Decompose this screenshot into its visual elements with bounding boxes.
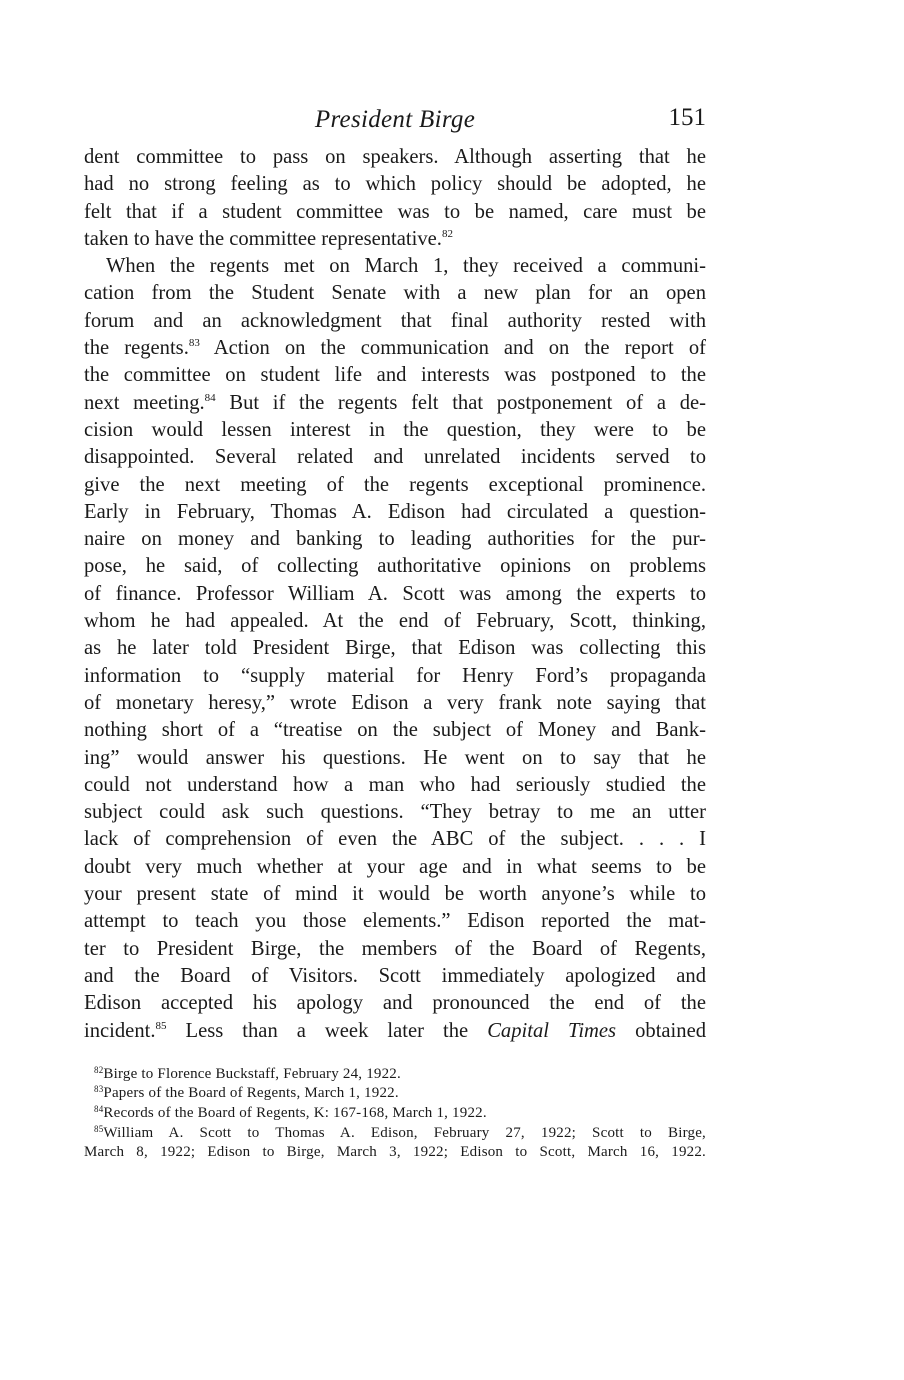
newspaper-title: Capital Times [487, 1019, 617, 1042]
footnote-line: $^{85}$William A. Scott to Thomas A. Edison, February 27, 1922; Scott to Birge, [94, 1123, 706, 1141]
text-line: Edison accepted his apology and pronounced the end of the [84, 992, 706, 1015]
footnote-ref: 84 [204, 391, 216, 404]
footnote-number: 83 [94, 1084, 104, 1095]
footnote [84, 1104, 706, 1124]
text-line: forum and an acknowledgment that final authority rested with [84, 309, 706, 332]
text-line: cation from the Student Senate with a new plan for an open [84, 282, 706, 305]
footnote-number: 82 [94, 1064, 104, 1075]
text-line: ter to President Birge, the members of the Board of Regents, [84, 937, 706, 960]
text-line: give the next meeting of the regents exceptional prominence. [84, 473, 706, 496]
text-line: disappointed. Several related and unrelated incidents served to [84, 446, 706, 469]
text-line: next meeting.$^{84}$ But if the regents felt that postponement of a de- [84, 391, 706, 414]
text-line: ing” would answer his questions. He went on to say that he [84, 746, 706, 769]
book-page [84, 100, 706, 1163]
text-line: the committee on student life and interests was postponed to the [84, 364, 706, 387]
footnote-ref: 82 [441, 227, 453, 240]
paragraph [84, 144, 706, 253]
text-line: cision would lessen interest in the question, they were to be [84, 418, 706, 441]
footnote-ref: 85 [155, 1019, 167, 1032]
footnote-text: Papers of the Board of Regents, March 1, 1922. [103, 1085, 399, 1102]
footnote [84, 1124, 706, 1163]
text-line: Early in February, Thomas A. Edison had circulated a question- [84, 500, 706, 523]
footnote-number: 85 [94, 1123, 104, 1134]
footnote-line: March 8, 1922; Edison to Birge, March 3, 1922; Edison to Scott, March 16, 1922. [84, 1144, 706, 1161]
paragraph [84, 253, 706, 1045]
footnote-number: 84 [94, 1103, 104, 1114]
footnotes [84, 1065, 706, 1163]
text-line: had no strong feeling as to which policy should be adopted, he [84, 173, 706, 196]
text-line: felt that if a student committee was to be named, care must be [84, 200, 706, 223]
text-line: doubt very much whether at your age and in what seems to be [84, 855, 706, 878]
footnote-text: Birge to Florence Buckstaff, February 24, 1922. [103, 1065, 401, 1082]
footnote-ref: 83 [188, 337, 200, 350]
text-line: dent committee to pass on speakers. Although asserting that he [84, 146, 706, 168]
text-line: lack of comprehension of even the ABC of the subject. . . . I [84, 828, 706, 851]
text-line: of monetary heresy,” wrote Edison a very frank note saying that [84, 691, 706, 714]
text-line: could not understand how a man who had seriously studied the [84, 773, 706, 796]
text-line: as he later told President Birge, that Edison was collecting this [84, 637, 706, 660]
text-line: your present state of mind it would be worth anyone’s while to [84, 883, 706, 906]
text-line: information to “supply material for Henry Ford’s propaganda [84, 664, 706, 687]
text-line: naire on money and banking to leading authorities for the pur- [84, 528, 706, 551]
text-line: of finance. Professor William A. Scott was among the experts to [84, 582, 706, 605]
running-header [84, 100, 706, 144]
footnote [84, 1065, 706, 1085]
text-line: nothing short of a “treatise on the subject of Money and Bank- [84, 719, 706, 742]
text-line: whom he had appealed. At the end of February, Scott, thinking, [84, 610, 706, 633]
text-line: and the Board of Visitors. Scott immediately apologized and [84, 964, 706, 987]
text-line: When the regents met on March 1, they received a communi- [106, 255, 706, 278]
running-title: President Birge [314, 106, 476, 133]
page-number: 151 [668, 104, 706, 131]
text-line: subject could ask such questions. “They betray to me an utter [84, 801, 706, 824]
text-line: pose, he said, of collecting authoritative opinions on problems [84, 555, 706, 578]
footnote-text: Records of the Board of Regents, K: 167-168, March 1, 1922. [103, 1104, 487, 1121]
body-text [84, 144, 706, 1045]
text-line: incident.$^{85}$ Less than a week later the Capital Times obtained [84, 1019, 707, 1042]
text-line: the regents.$^{83}$ Action on the communication and on the report of [84, 337, 706, 360]
text-line: attempt to teach you those elements.” Edison reported the mat- [84, 910, 706, 933]
text-line: taken to have the committee representative.$^{82}$ [84, 227, 453, 250]
footnote [84, 1084, 706, 1104]
